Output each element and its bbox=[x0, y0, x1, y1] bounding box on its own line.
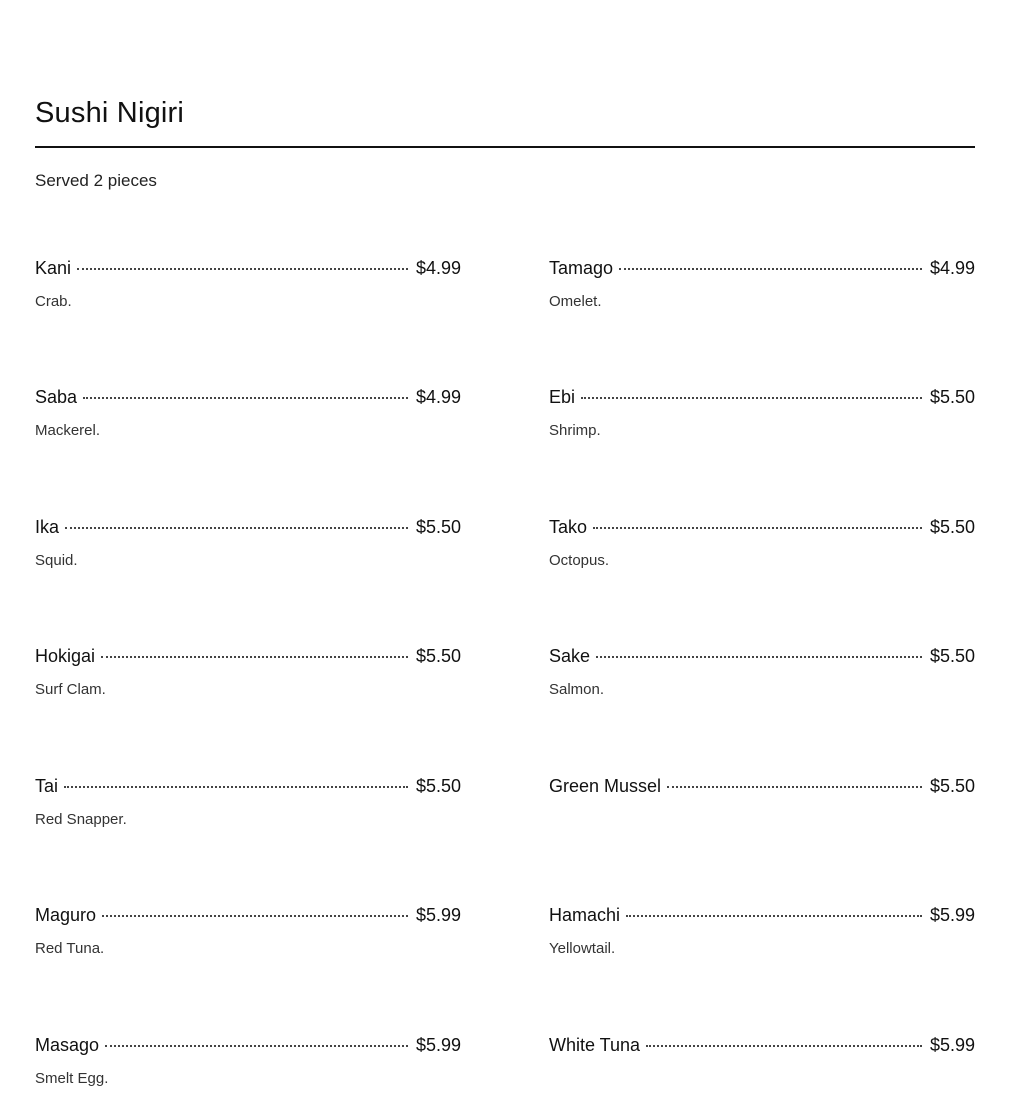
item-price: $4.99 bbox=[929, 258, 975, 278]
item-name: Saba bbox=[35, 387, 78, 407]
menu-item bbox=[549, 1033, 975, 1070]
dot-leader bbox=[102, 915, 408, 917]
item-description: Salmon. bbox=[549, 681, 605, 698]
section-title: Sushi Nigiri bbox=[35, 97, 185, 129]
dot-leader bbox=[593, 527, 922, 529]
menu-item bbox=[35, 774, 461, 829]
menu-item bbox=[35, 515, 461, 570]
item-name: Sake bbox=[549, 646, 591, 666]
item-price: $4.99 bbox=[415, 387, 461, 407]
item-price: $5.50 bbox=[415, 517, 461, 537]
dot-leader bbox=[581, 397, 922, 399]
menu-item bbox=[549, 256, 975, 311]
menu-item bbox=[35, 644, 461, 699]
item-description: Surf Clam. bbox=[35, 681, 106, 698]
menu-item bbox=[35, 903, 461, 958]
item-name: Tai bbox=[35, 776, 59, 796]
dot-leader bbox=[626, 915, 922, 917]
title-divider bbox=[35, 146, 975, 148]
dot-leader bbox=[77, 268, 408, 270]
menu-item bbox=[549, 385, 975, 440]
menu-item bbox=[549, 515, 975, 570]
item-name: Ebi bbox=[549, 387, 576, 407]
item-name: Ika bbox=[35, 517, 60, 537]
item-name: Masago bbox=[35, 1035, 100, 1055]
dot-leader bbox=[596, 656, 922, 658]
item-description: Squid. bbox=[35, 552, 78, 569]
menu-item bbox=[549, 903, 975, 958]
item-price: $5.99 bbox=[415, 905, 461, 925]
item-description: Smelt Egg. bbox=[35, 1070, 109, 1087]
item-name: Tako bbox=[549, 517, 588, 537]
menu-item bbox=[35, 256, 461, 311]
dot-leader bbox=[64, 786, 408, 788]
dot-leader bbox=[65, 527, 408, 529]
item-description: Shrimp. bbox=[549, 422, 601, 439]
dot-leader bbox=[667, 786, 922, 788]
item-name: Tamago bbox=[549, 258, 614, 278]
item-price: $5.50 bbox=[415, 776, 461, 796]
item-description: Omelet. bbox=[549, 293, 602, 310]
dot-leader bbox=[646, 1045, 922, 1047]
section-subtitle: Served 2 pieces bbox=[35, 171, 157, 190]
item-name: White Tuna bbox=[549, 1035, 641, 1055]
item-price: $5.50 bbox=[929, 517, 975, 537]
item-description: Octopus. bbox=[549, 552, 610, 569]
item-name: Maguro bbox=[35, 905, 97, 925]
item-description: Mackerel. bbox=[35, 422, 101, 439]
item-price: $5.50 bbox=[929, 776, 975, 796]
item-description: Crab. bbox=[35, 293, 72, 310]
item-name: Hokigai bbox=[35, 646, 96, 666]
menu-item bbox=[35, 1033, 461, 1088]
item-price: $5.99 bbox=[415, 1035, 461, 1055]
item-price: $5.50 bbox=[415, 646, 461, 666]
item-price: $4.99 bbox=[415, 258, 461, 278]
menu-item bbox=[549, 774, 975, 811]
item-price: $5.99 bbox=[929, 1035, 975, 1055]
item-description: Red Snapper. bbox=[35, 811, 127, 828]
dot-leader bbox=[105, 1045, 408, 1047]
menu-item bbox=[549, 644, 975, 699]
item-price: $5.50 bbox=[929, 387, 975, 407]
item-price: $5.99 bbox=[929, 905, 975, 925]
item-name: Hamachi bbox=[549, 905, 621, 925]
item-name: Green Mussel bbox=[549, 776, 662, 796]
item-description: Red Tuna. bbox=[35, 940, 105, 957]
dot-leader bbox=[83, 397, 408, 399]
item-price: $5.50 bbox=[929, 646, 975, 666]
menu-item bbox=[35, 385, 461, 440]
item-name: Kani bbox=[35, 258, 72, 278]
item-description: Yellowtail. bbox=[549, 940, 616, 957]
dot-leader bbox=[619, 268, 922, 270]
dot-leader bbox=[101, 656, 408, 658]
